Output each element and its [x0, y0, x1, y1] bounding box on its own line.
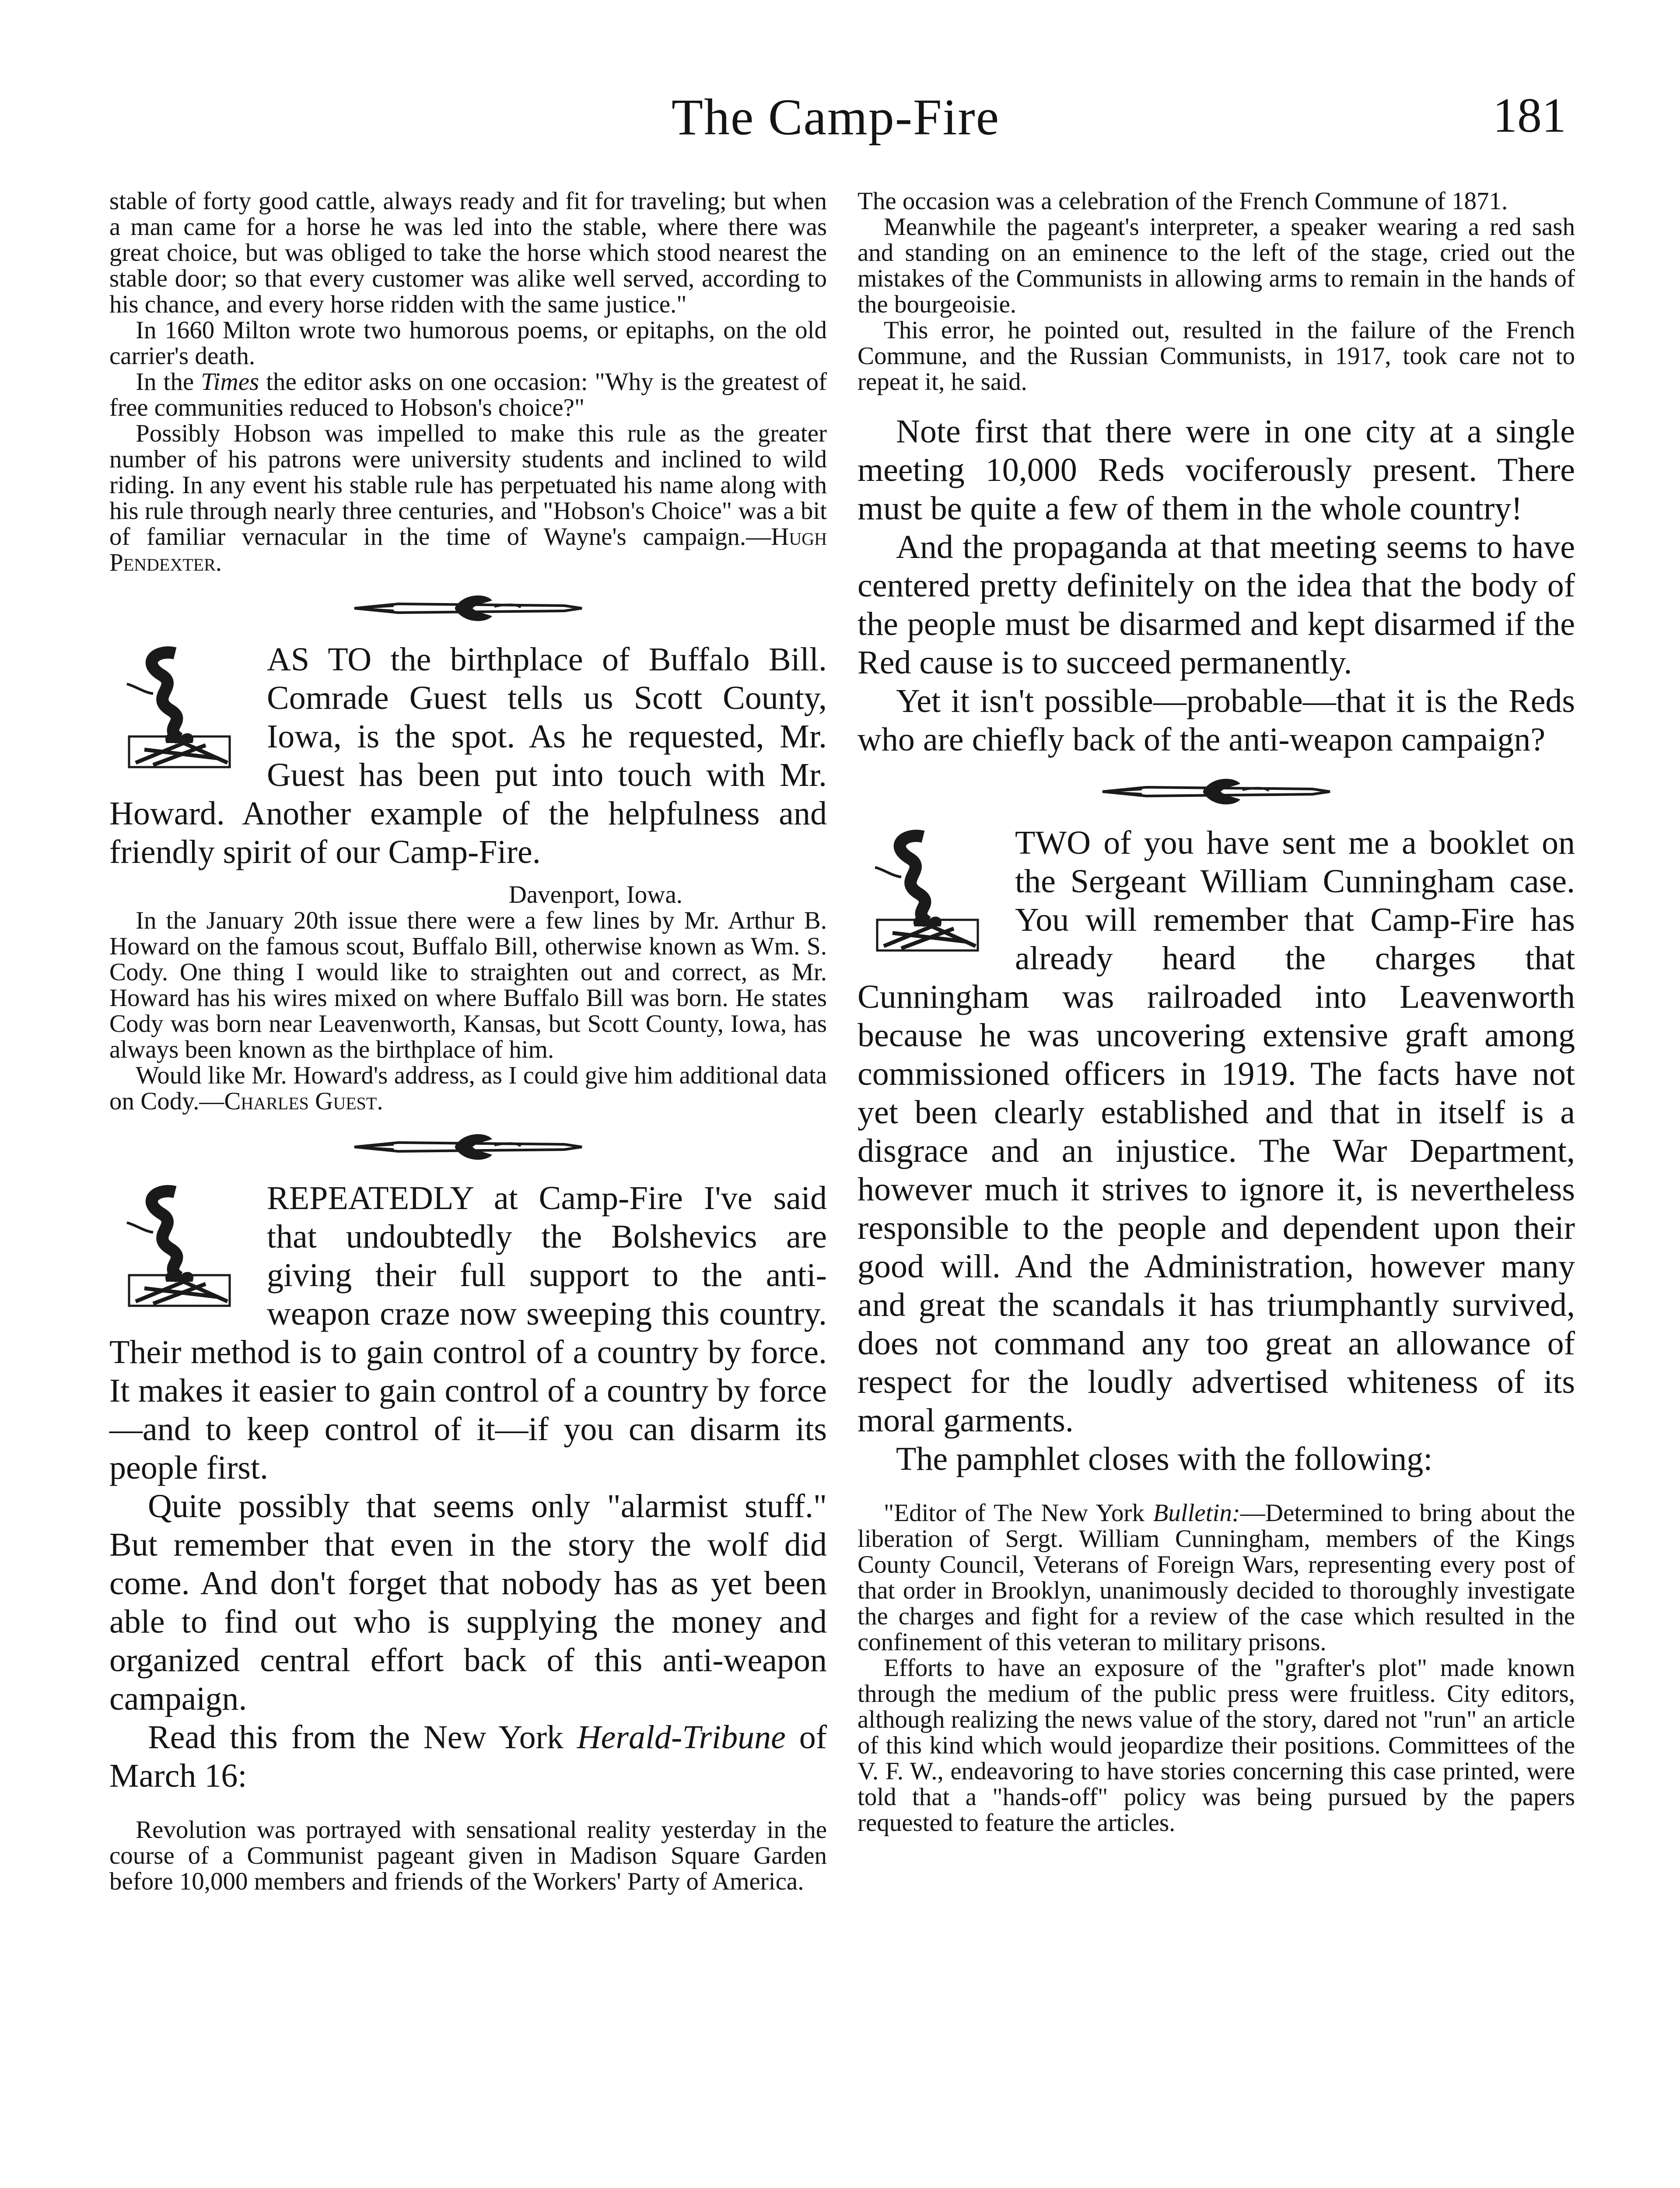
signature-pendexter: Hugh Pendexter. [109, 523, 827, 576]
text-span: Possibly Hobson was impelled to make this rule as the greater number of his patrons were university students and inclined to wild riding. In any event his stable rule has perpetuated his name along with his rule through nearly three centuries, and "Hobson's Choice" was a bit of familiar vernacular in the time of Wayne's campaign.— [109, 420, 827, 551]
tomahawk-divider-icon [1094, 774, 1339, 809]
alarmist-paragraph: Quite possibly that seems only "alarmist stuff." But remember that even in the story the wolf did come. And don't forget that nobody has as yet been able to find out who is supplying the money and organized central effort back of this anti-weapon campaign. [109, 1488, 827, 1717]
herald-quote-continued: The occasion was a celebration of the French Commune of 1871. [858, 187, 1508, 215]
text-span: the editor asks on one occasion: "Why is the greatest of free communities reduced to Hobson's choice?" [109, 368, 827, 421]
right-column [858, 188, 1575, 2188]
hobson-paragraph-3 [109, 369, 827, 421]
guest-letter-paragraph-2 [109, 1062, 827, 1114]
section-divider [109, 1123, 827, 1171]
herald-tribune-italic: Herald-Tribune [577, 1719, 786, 1756]
left-column [109, 188, 827, 2188]
buffalo-bill-intro: AS TO the birthplace of Buffalo Bill. Comrade Guest tells us Scott County, Iowa, is the spot. As he requested, Mr. Guest has been put into touch with Mr. Howard. Another example of the helpfulness and friendly spirit of our Camp-Fire. [109, 641, 827, 870]
cunningham-intro: TWO of you have sent me a booklet on the Sergeant William Cunningham case. You will remember that Camp-Fire has already heard the charges that Cunningham was railroaded into Leavenworth because he was uncovering extensive graft among commissioned officers in 1919. The facts have not yet been clearly established and that in itself is a disgrace and an injustice. The War Department, however much it strives to ignore it, is nevertheless responsible to the people and dependent upon their good will. And the Administration, however many and great the scandals it has triumphantly survived, does not command any too great an allowance of respect for the loudly advertised whiteness of its moral garments. [858, 824, 1575, 1439]
section-divider [109, 584, 827, 632]
pamphlet-paragraph: The pamphlet closes with the following: [896, 1441, 1433, 1477]
times-italic: Times [201, 368, 259, 396]
campfire-initial-icon [109, 1183, 254, 1315]
text-span: Would like Mr. Howard's address, as I could give him additional data on Cody.— [109, 1062, 827, 1115]
note-paragraph: Note first that there were in one city at a single meeting 10,000 Reds vociferously present. There must be quite a few of them in the whole country! [858, 413, 1575, 527]
guest-letter-paragraph-1: In the January 20th issue there were a few lines by Mr. Arthur B. Howard on the famous scout, Buffalo Bill, otherwise known as Wm. S. Cody. One thing I would like to straighten out and correct, as Mr. Howard has his wires mixed on where Buffalo Bill was born. He states Cody was born near Leavenworth, Kansas, but Scott County, Iowa, has always been known as the birthplace of him. [109, 907, 827, 1063]
hobson-paragraph-2: In 1660 Milton wrote two humorous poems, or epitaphs, on the old carrier's death. [109, 316, 827, 370]
herald-quote-paragraph-1: Revolution was portrayed with sensational reality yesterday in the course of a Communist pageant given in Madison Square Garden before 10,000 members and friends of the Workers' Party of America. [109, 1816, 827, 1895]
letter-place: Davenport, Iowa. [508, 881, 682, 908]
bulletin-italic: Bulletin: [1153, 1499, 1240, 1527]
propaganda-paragraph: And the propaganda at that meeting seems to have centered pretty definitely on the idea that the body of the people must be disarmed and kept disarmed if the Red cause is to succeed permanently. [858, 529, 1575, 681]
text-span: In the [136, 368, 201, 396]
tomahawk-divider-icon [346, 1129, 591, 1164]
campfire-initial-icon [858, 828, 1002, 959]
herald-tribune-paragraph [109, 1718, 827, 1795]
herald-quote-paragraph-2: Meanwhile the pageant's interpreter, a speaker wearing a red sash and standing on an eminence to the left of the stage, cried out the mistakes of the Communists in allowing arms to remain in the hands of the bourgeoisie. [858, 213, 1575, 318]
campfire-initial-icon [109, 645, 254, 776]
signature-guest: Charles Guest. [224, 1087, 383, 1115]
text-span: of March 16: [109, 1719, 827, 1794]
possible-paragraph: Yet it isn't possible—probable—that it is the Reds who are chiefly back of the anti-weapon campaign? [858, 683, 1575, 758]
running-head [105, 88, 1566, 166]
bulletin-quote-paragraph-2: Efforts to have an exposure of the "grafter's plot" made known through the medium of the public press were fruitless. City editors, although realizing the news value of the story, dared not "run" an article of this kind which would jeopardize their positions. Committees of the V. F. W., endeavoring to have stories concerning this case printed, were told that a "hands-off" policy was being pursued by the papers requested to feature the articles. [858, 1654, 1575, 1837]
text-span: "Editor of The New York [884, 1499, 1153, 1527]
text-span: —Determined to bring about the liberation of Sergt. William Cunningham, members of the Kings County Council, Veterans of Foreign Wars, representing every post of that order in Brooklyn, unanimously decided to thoroughly investigate the charges and fight for a review of the case which resulted in the confinement of this veteran to military prisons. [858, 1499, 1575, 1656]
page-number: 181 [1493, 88, 1566, 143]
hobson-paragraph-1: stable of forty good cattle, always ready and fit for traveling; but when a man came for a horse he was led into the stable, where there was great choice, but was obliged to take the horse which stood nearest the stable door; so that every customer was alike well served, according to his chance, and every horse ridden with the same justice." [109, 187, 827, 318]
section-divider [858, 768, 1575, 816]
text-span: Read this from the New York [148, 1719, 577, 1756]
bulletin-quote-paragraph-1 [858, 1500, 1575, 1655]
bolshevics-intro: REPEATEDLY at Camp-Fire I've said that undoubtedly the Bolshevics are giving their full support to the anti-weapon craze now sweeping this country. Their method is to gain control of a country by force. It makes it easier to gain control of a country by force—and to keep control of it—if you can disarm its people first. [109, 1180, 827, 1486]
tomahawk-divider-icon [346, 591, 591, 626]
herald-quote-paragraph-3: This error, he pointed out, resulted in the failure of the French Commune, and the Russian Communists, in 1917, took care not to repeat it, he said. [858, 316, 1575, 396]
page-title: The Camp-Fire [671, 88, 1000, 146]
hobson-paragraph-4 [109, 421, 827, 575]
spacer [858, 395, 1575, 412]
